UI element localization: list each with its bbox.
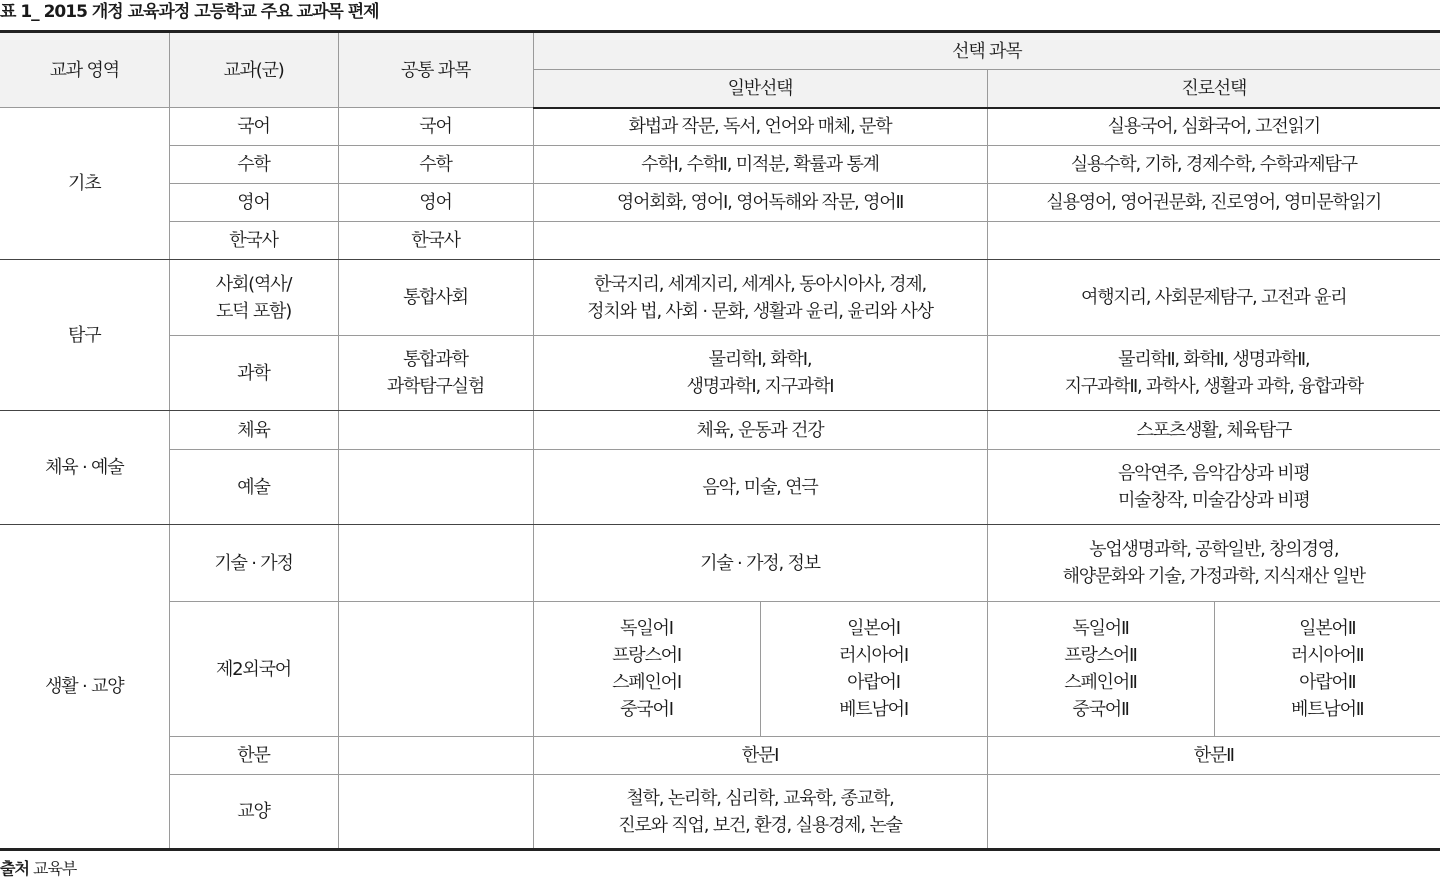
general-cell: 수학Ⅰ, 수학Ⅱ, 미적분, 확률과 통계 [533,146,987,184]
cell-line: 과학탐구실험 [386,376,485,397]
area-inquiry: 탐구 [0,260,169,411]
table-row [0,184,1440,222]
group-cell: 교양 [169,775,338,850]
cell-line: 진로와 직업, 보건, 환경, 실용경제, 논술 [618,814,902,836]
group-cell: 한국사 [169,222,338,260]
cell-line: 도덕 포함) [215,300,292,322]
cell-line: 철학, 논리학, 심리학, 교육학, 종교학, [626,787,894,809]
header-career: 진로선택 [987,70,1440,108]
cell-line: 일본어Ⅰ [847,618,900,639]
cell-line: 해양문화와 기술, 가정과학, 지식재산 일반 [1062,566,1365,587]
cell-line: 베트남어Ⅱ [1291,699,1364,720]
cell-line: 통합과학 [403,349,468,370]
cell-line: 프랑스어Ⅰ [612,645,681,666]
common-cell-empty [338,525,533,602]
cell-line: 독일어Ⅱ [1072,618,1129,639]
cell-line: 중국어Ⅱ [1072,699,1129,720]
career-cell: 여행지리, 사회문제탐구, 고전과 윤리 [987,260,1440,336]
table-row [0,108,1440,146]
header-subject-group: 교과(군) [169,32,338,108]
common-cell-empty [338,602,533,737]
general-cell-empty [533,222,987,260]
general-cell: 화법과 작문, 독서, 언어와 매체, 문학 [533,108,987,146]
common-cell: 한국사 [338,222,533,260]
area-life: 생활 · 교양 [0,525,169,850]
table-caption: 표 1_ 2015 개정 교육과정 고등학교 주요 교과목 편제 [0,2,379,22]
table-row [0,737,1440,775]
career-cell-empty [987,222,1440,260]
general-cell: 영어회화, 영어Ⅰ, 영어독해와 작문, 영어Ⅱ [533,184,987,222]
cell-line: 한국지리, 세계지리, 세계사, 동아시아사, 경제, [593,273,927,295]
cell-line: 중국어Ⅰ [620,699,673,720]
general-cell-a [533,602,760,737]
cell-line: 생명과학Ⅰ, 지구과학Ⅰ [686,376,834,397]
common-cell: 국어 [338,108,533,146]
group-cell: 예술 [169,450,338,525]
cell-line: 아랍어Ⅱ [1299,672,1356,693]
cell-line: 미술창작, 미술감상과 비평 [1117,490,1310,511]
common-cell: 통합사회 [338,260,533,336]
general-cell [533,336,987,411]
header-elective: 선택 과목 [533,32,1440,70]
group-cell: 기술 · 가정 [169,525,338,602]
cell-line: 정치와 법, 사회 · 문화, 생활과 윤리, 윤리와 사상 [587,300,933,322]
curriculum-table [0,30,1440,851]
common-cell-empty [338,450,533,525]
career-cell-b [1214,602,1440,737]
area-basic: 기초 [0,108,169,260]
group-cell [169,260,338,336]
general-cell [533,775,987,850]
table-row [0,260,1440,336]
common-cell-empty [338,737,533,775]
common-cell-empty [338,411,533,450]
cell-line: 베트남어Ⅰ [839,699,908,720]
source-label: 출처 [0,859,29,878]
career-cell [987,336,1440,411]
career-cell [987,450,1440,525]
group-cell: 과학 [169,336,338,411]
table-row [0,411,1440,450]
cell-line: 음악연주, 음악감상과 비평 [1117,463,1310,484]
general-cell-b [760,602,987,737]
general-cell: 기술 · 가정, 정보 [533,525,987,602]
header-general: 일반선택 [533,70,987,108]
header-common: 공통 과목 [338,32,533,108]
area-pe-arts: 체육 · 예술 [0,411,169,525]
group-cell: 체육 [169,411,338,450]
career-cell-a [987,602,1214,737]
group-cell: 한문 [169,737,338,775]
general-cell: 음악, 미술, 연극 [533,450,987,525]
cell-line: 러시아어Ⅰ [839,645,908,666]
group-cell: 국어 [169,108,338,146]
cell-line: 물리학Ⅱ, 화학Ⅱ, 생명과학Ⅱ, [1118,349,1310,370]
cell-line: 물리학Ⅰ, 화학Ⅰ, [708,349,812,370]
group-cell: 수학 [169,146,338,184]
career-cell: 스포츠생활, 체육탐구 [987,411,1440,450]
group-cell: 영어 [169,184,338,222]
source-text: 교육부 [33,859,77,878]
cell-line: 스페인어Ⅱ [1064,672,1137,693]
cell-line: 지구과학Ⅱ, 과학사, 생활과 과학, 융합과학 [1064,376,1363,397]
career-cell-empty [987,775,1440,850]
career-cell: 실용수학, 기하, 경제수학, 수학과제탐구 [987,146,1440,184]
general-cell: 한문Ⅰ [533,737,987,775]
career-cell [987,525,1440,602]
table-row [0,222,1440,260]
career-cell: 실용국어, 심화국어, 고전읽기 [987,108,1440,146]
cell-line: 독일어Ⅰ [620,618,673,639]
cell-line: 스페인어Ⅰ [612,672,681,693]
common-cell: 영어 [338,184,533,222]
cell-line: 사회(역사/ [215,273,292,295]
cell-line: 아랍어Ⅰ [847,672,900,693]
career-cell: 한문Ⅱ [987,737,1440,775]
table-row [0,775,1440,850]
general-cell: 체육, 운동과 건강 [533,411,987,450]
cell-line: 일본어Ⅱ [1299,618,1356,639]
table-row [0,450,1440,525]
common-cell [338,336,533,411]
cell-line: 농업생명과학, 공학일반, 창의경영, [1089,539,1339,560]
career-cell: 실용영어, 영어권문화, 진로영어, 영미문학읽기 [987,184,1440,222]
table-row [0,525,1440,602]
source-note [0,857,76,881]
table-row [0,146,1440,184]
cell-line: 러시아어Ⅱ [1291,645,1364,666]
common-cell: 수학 [338,146,533,184]
cell-line: 프랑스어Ⅱ [1064,645,1137,666]
table-row [0,336,1440,411]
group-cell: 제2외국어 [169,602,338,737]
header-area: 교과 영역 [0,32,169,108]
common-cell-empty [338,775,533,850]
general-cell [533,260,987,336]
table-row [0,602,1440,737]
